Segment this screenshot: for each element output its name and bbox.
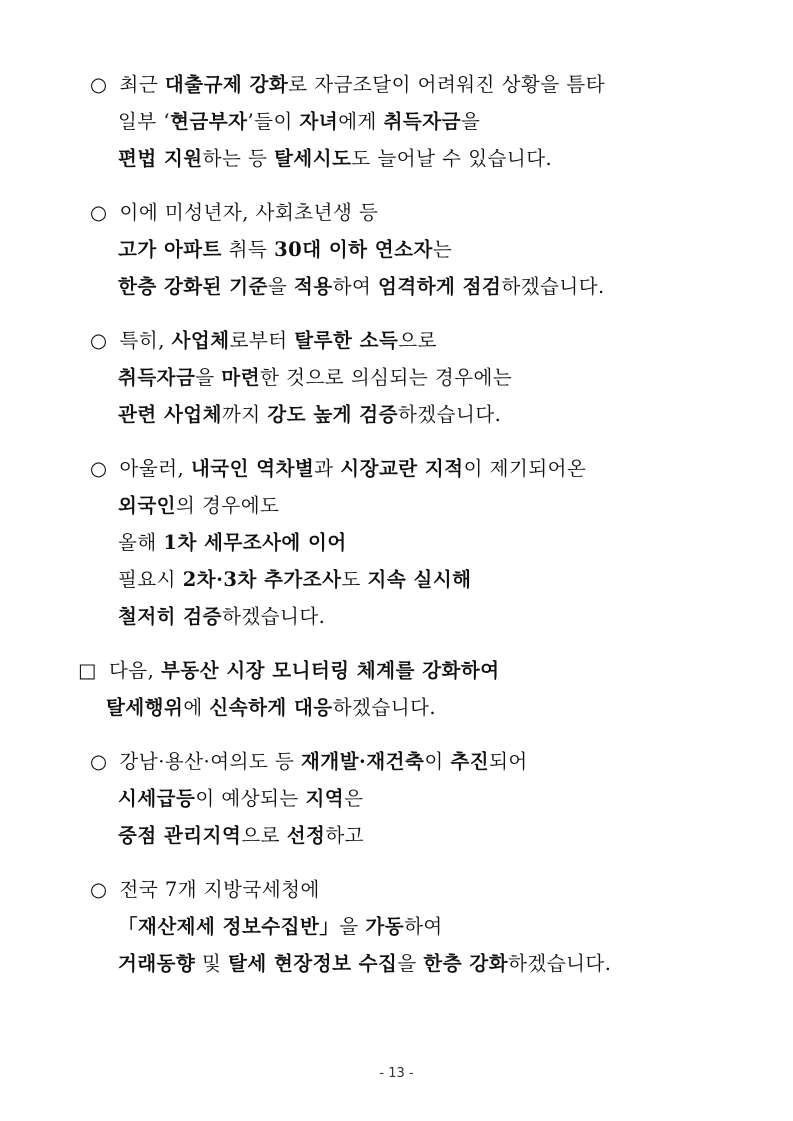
- bold-phrase: 외국인: [118, 494, 177, 517]
- text-segment: 하겠습니다.: [332, 696, 437, 719]
- bold-phrase: 추진: [450, 750, 490, 773]
- text-line: [90, 328, 437, 354]
- bold-phrase: 2차·3차 추가조사: [182, 568, 342, 591]
- text-line: [118, 530, 347, 556]
- bold-phrase: 엄격하게 점검: [378, 275, 502, 298]
- text-segment: 로부터: [229, 329, 295, 352]
- text-line: [90, 72, 605, 98]
- bold-phrase: 취득자금: [383, 110, 461, 133]
- bold-phrase: 취득자금: [118, 366, 196, 389]
- bold-phrase: 지속 실시해: [367, 568, 472, 591]
- circle-bullet-icon: ○: [90, 329, 108, 352]
- circle-bullet-icon: ○: [90, 750, 108, 773]
- bold-phrase: 지역: [305, 787, 345, 810]
- bold-phrase: 중점 관리지역: [118, 824, 242, 847]
- text-segment: 다음,: [108, 659, 162, 682]
- text-segment: 올해: [118, 531, 164, 554]
- text-segment: 로 자금조달이 어려워진 상황을 틈타: [288, 73, 606, 96]
- text-segment: 과: [314, 457, 341, 480]
- bold-phrase: 1차 세무조사에 이어: [163, 531, 347, 554]
- bold-phrase: 탈루한 소득: [294, 329, 399, 352]
- text-segment: 이 제기되어온: [463, 457, 587, 480]
- text-segment: 에게: [338, 110, 384, 133]
- text-line: [106, 695, 436, 721]
- bold-phrase: 탈세행위: [106, 696, 184, 719]
- text-segment: 및: [195, 952, 229, 975]
- text-segment: 하는 등: [202, 147, 275, 170]
- bold-phrase: 편법 지원: [118, 147, 203, 170]
- circle-bullet-icon: ○: [90, 878, 108, 901]
- page-number: - 13 -: [379, 1066, 414, 1081]
- text-segment: 도 늘어날 수 있습니다.: [351, 147, 553, 170]
- text-segment: 전국 7개 지방국세청에: [119, 878, 320, 901]
- text-line: [118, 146, 552, 172]
- bold-phrase: 적용: [293, 275, 333, 298]
- bold-phrase: 신속하게 대응: [209, 696, 333, 719]
- bold-phrase: 한층 강화: [423, 952, 509, 975]
- text-segment: 하겠습니다.: [397, 403, 502, 426]
- bold-phrase: 한층 강화된 기준: [118, 275, 268, 298]
- bold-phrase: 탈세 현장정보 수집: [228, 952, 398, 975]
- text-line: [90, 200, 378, 226]
- bold-phrase: 선정: [286, 824, 326, 847]
- text-line: [118, 604, 325, 630]
- text-line: [118, 951, 611, 977]
- text-line: [90, 456, 586, 482]
- bold-phrase: 시장교란 지적: [340, 457, 464, 480]
- text-segment: 하고: [325, 824, 365, 847]
- text-line: [118, 274, 605, 300]
- bold-phrase: 사업체: [171, 329, 230, 352]
- text-segment: 하겠습니다.: [508, 952, 612, 975]
- text-segment: 하여: [332, 275, 379, 298]
- text-segment: 되어: [489, 750, 528, 773]
- text-segment: 한 것으로 의심되는 경우에는: [260, 366, 513, 389]
- bold-phrase: 대출규제 강화: [164, 73, 289, 96]
- text-line: [118, 914, 443, 940]
- bold-phrase: 강도 높게 검증: [267, 403, 398, 426]
- text-segment: 일부 ‘: [118, 110, 171, 133]
- bold-phrase: 재개발·재건축: [301, 750, 425, 773]
- text-line: [78, 658, 500, 684]
- text-segment: ’들이: [247, 110, 300, 133]
- bold-phrase: 현금부자: [170, 110, 248, 133]
- text-segment: 특히,: [119, 329, 172, 352]
- bold-phrase: 가동: [365, 915, 405, 938]
- bold-phrase: 고가 아파트: [118, 238, 222, 261]
- text-segment: 을: [397, 952, 424, 975]
- text-line: [118, 786, 363, 812]
- text-segment: 최근: [119, 73, 165, 96]
- text-segment: 이에 미성년자, 사회초년생 등: [119, 201, 379, 224]
- bold-phrase: 탈세시도: [274, 147, 352, 170]
- text-line: [90, 749, 528, 775]
- text-segment: 의 경우에도: [176, 494, 280, 517]
- bold-phrase: 관련 사업체: [118, 403, 222, 426]
- text-line: [118, 493, 279, 519]
- text-segment: 강남·용산·여의도 등: [119, 750, 302, 773]
- bold-phrase: 마련: [221, 366, 261, 389]
- text-segment: 이 예상되는: [195, 787, 306, 810]
- bold-phrase: 30대 이하 연소자: [274, 238, 433, 261]
- text-segment: 은: [344, 787, 364, 810]
- text-line: [118, 109, 480, 135]
- text-line: [118, 237, 452, 263]
- text-segment: 에: [183, 696, 210, 719]
- circle-bullet-icon: ○: [90, 201, 108, 224]
- text-segment: 필요시: [118, 568, 183, 591]
- circle-bullet-icon: ○: [90, 457, 108, 480]
- text-line: [118, 365, 512, 391]
- bold-phrase: 철저히 검증: [118, 605, 222, 628]
- text-segment: 을: [339, 915, 366, 938]
- text-segment: 으로: [241, 824, 287, 847]
- bold-phrase: 부동산 시장 모니터링 체계를 강화하여: [161, 659, 500, 682]
- text-segment: 하여: [404, 915, 443, 938]
- bold-phrase: 시세급등: [118, 787, 196, 810]
- text-line: [118, 402, 501, 428]
- text-segment: 을: [460, 110, 481, 133]
- bold-phrase: 자녀: [299, 110, 339, 133]
- text-segment: 는: [432, 238, 453, 261]
- circle-bullet-icon: ○: [90, 73, 108, 96]
- text-segment: 을: [195, 366, 222, 389]
- bold-phrase: 「재산제세 정보수집반」: [118, 915, 340, 938]
- text-segment: 까지: [221, 403, 268, 426]
- text-segment: 이: [424, 750, 451, 773]
- text-line: [90, 877, 320, 903]
- text-line: [118, 823, 364, 849]
- text-segment: 을: [267, 275, 294, 298]
- text-segment: 으로: [398, 329, 437, 352]
- square-bullet-icon: □: [78, 659, 97, 682]
- bold-phrase: 거래동향: [118, 952, 196, 975]
- bold-phrase: 내국인 역차별: [190, 457, 315, 480]
- text-segment: 취득: [221, 238, 275, 261]
- text-segment: 도: [341, 568, 368, 591]
- text-line: [118, 567, 472, 593]
- text-segment: 하겠습니다.: [501, 275, 605, 298]
- text-segment: 하겠습니다.: [221, 605, 326, 628]
- text-segment: 아울러,: [119, 457, 191, 480]
